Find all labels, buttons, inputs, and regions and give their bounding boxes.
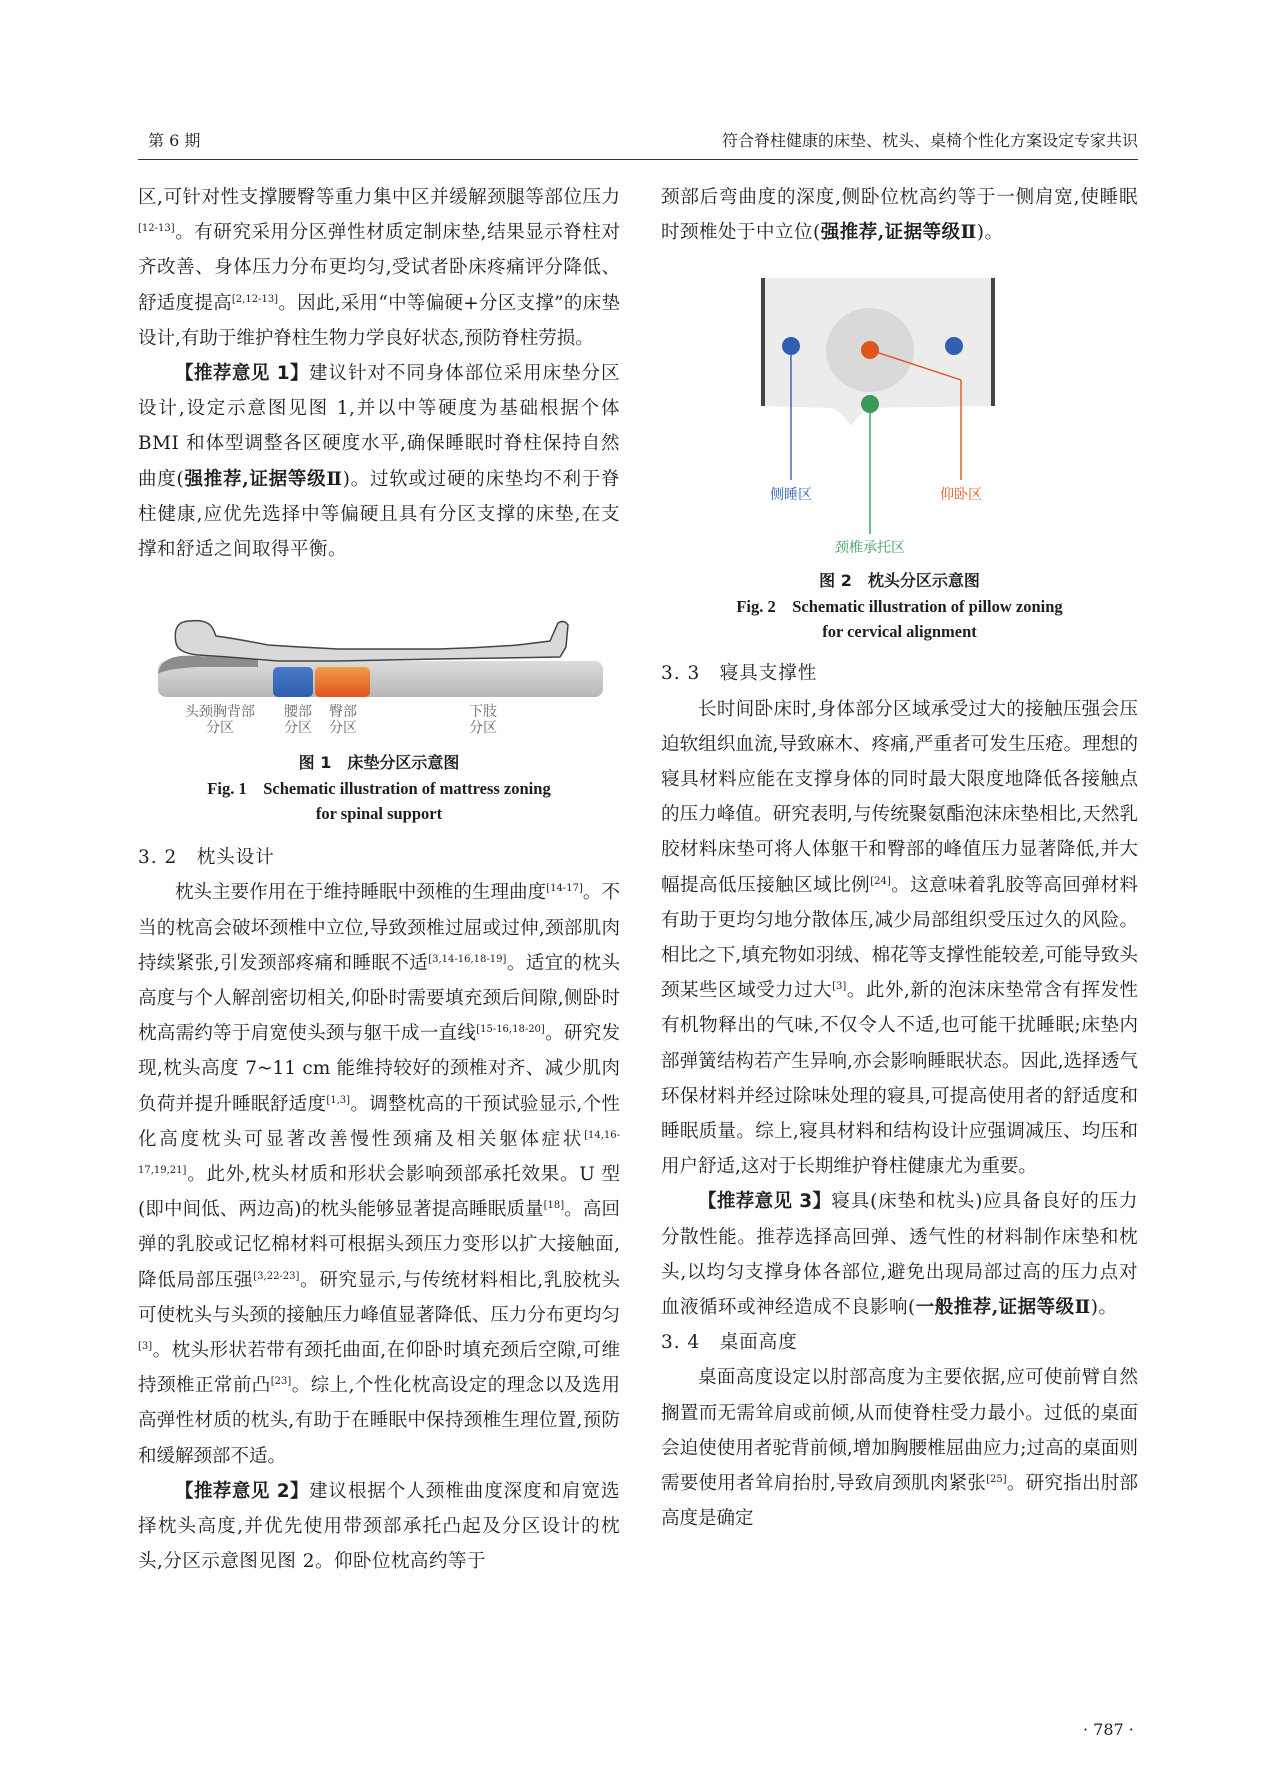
left-column [138,180,620,1580]
figure-2-caption-cn: 图 2 枕头分区示意图 [819,571,980,591]
page-number: · 787 · [1083,1720,1134,1739]
waist-zone [273,667,313,697]
section-heading-3-4: 3. 4 桌面高度 [661,1332,798,1354]
recommendation-label: 【推荐意见 1】 [175,363,310,385]
label-leg-zone: 下肢 [469,704,497,721]
recommendation-2: 【推荐意见 2】建议根据个人颈椎曲度深度和肩宽选择枕头高度,并优先使用带颈部承托凸起及分区设计的枕头,分区示意图见图 2。仰卧位枕高约等于 [138,1480,620,1573]
svg-text:分区: 分区 [206,720,234,737]
section-heading-3-2: 3. 2 枕头设计 [138,847,275,869]
figure-2-caption-en-line2: for cervical alignment [822,622,977,642]
body-silhouette [175,621,568,661]
citation: [24] [870,875,891,887]
citation: [3,22-23] [253,1270,300,1282]
citation: [1,3] [326,1094,351,1106]
pillow-edge-left [761,278,765,406]
recommendation-2-continued: 颈部后弯曲度的深度,侧卧位枕高约等于一侧肩宽,使睡眠时颈椎处于中立位(强推荐,证据等级Ⅱ)。 [661,187,1138,244]
paragraph-pillow: 枕头主要作用在于维持睡眠中颈椎的生理曲度[14-17]。不当的枕高会破坏颈椎中立位,导致颈椎过屈或过伸,颈部肌肉持续紧张,引发颈部疼痛和睡眠不适[3,14-16,18-19]。适宜的枕头高度与个人解剖密切相关,仰卧时需要填充颈后间隙,侧卧时枕高需约等于肩宽使头颈与躯干成一直线[15-16,18-20]。研究发现,枕头高度 7~11 cm 能维持较好的颈椎对齐、减少肌肉负荷并提升睡眠舒适度[1,3]。调整枕高的干预试验显示,个性化高度枕头可显著改善慢性颈痛及相关躯体症状[14,16-17,19,21]。此外,枕头材质和形状会影响颈部承托效果。U 型(即中间低、两边高)的枕头能够显著提高睡眠质量[18]。高回弹的乳胶或记忆棉材料可根据头颈压力变形以扩大接触面,降低局部压强[3,22-23]。研究显示,与传统材料相比,乳胶枕头可使枕头与头颈的接触压力峰值显著降低、压力分布更均匀[3]。枕头形状若带有颈托曲面,在仰卧时填充颈后空隙,可维持颈椎正常前凸[23]。综上,个性化枕高设定的理念以及选用高弹性材质的枕头,有助于在睡眠中保持颈椎生理位置,预防和缓解颈部不适。 [138,882,620,1467]
label-supine: 仰卧区 [940,487,982,504]
recommendation-label: 【推荐意见 3】 [698,1191,832,1213]
recommendation-1: 【推荐意见 1】建议针对不同身体部位采用床垫分区设计,设定示意图见图 1,并以中等硬度为基础根据个体 BMI 和体型调整各区硬度水平,确保睡眠时脊柱保持自然曲度(强推荐,证据等级Ⅱ)。过软或过硬的床垫均不利于脊柱健康,应优先选择中等偏硬且具有分区支撑的床垫,在支撑和舒适之间取得平衡。 [138,363,620,561]
issue-number: 第 6 期 [148,131,201,150]
pillow-zoning-diagram [661,268,1138,558]
svg-text:分区: 分区 [329,720,357,737]
label-side-sleep: 侧睡区 [770,487,812,504]
section-heading-3-3: 3. 3 寝具支撑性 [661,663,818,685]
svg-text:分区: 分区 [284,720,312,737]
label-head-zone: 头颈胸背部 [185,704,255,721]
figure-1-caption-en: Fig. 1 Schematic illustration of mattress zoning [207,779,551,799]
right-column [661,180,1138,1536]
paragraph-bedding: 长时间卧床时,身体部分区域承受过大的接触压强会压迫软组织血流,导致麻木、疼痛,严重者可发生压疮。理想的寝具材料应能在支撑身体的同时最大限度地降低各接触点的压力峰值。研究表明,与传统聚氨酯泡沫床垫相比,天然乳胶材料床垫可将人体躯干和臀部的峰值压力显著降低,并大幅提高低压接触区域比例[24]。这意味着乳胶等高回弹材料有助于更均匀地分散体压,减少局部组织受压过久的风险。相比之下,填充物如羽绒、棉花等支撑性能较差,可能导致头颈某些区域受力过大[3]。此外,新的泡沫床垫常含有挥发性有机物释出的气味,不仅令人不适,也可能干扰睡眠;床垫内部弹簧结构若产生异响,亦会影响睡眠状态。因此,选择透气环保材料并经过除味处理的寝具,可提高使用者的舒适度和睡眠质量。综上,寝具材料和结构设计应强调减压、均压和用户舒适,这对于长期维护脊柱健康尤为重要。 [661,698,1138,1178]
side-sleep-marker-left [782,337,800,355]
svg-text:分区: 分区 [469,720,497,737]
supine-marker [861,341,879,359]
figure-1-caption-cn: 图 1 床垫分区示意图 [298,753,460,773]
running-title: 符合脊柱健康的床垫、枕头、桌椅个性化方案设定专家共识 [721,131,1138,150]
citation: [3] [138,1341,153,1353]
figure-2-caption-en: Fig. 2 Schematic illustration of pillow zoning [736,597,1063,617]
citation: [12-13] [138,223,175,235]
paragraph-intro: 区,可针对性支撑腰臀等重力集中区并缓解颈腿等部位压力[12-13]。有研究采用分区弹性材质定制床垫,结果显示脊柱对齐改善、身体压力分布更均匀,受试者卧床疼痛评分降低、舒适度提高[2,12-13]。因此,采用“中等偏硬+分区支撑”的床垫设计,有助于维护脊柱生物力学良好状态,预防脊柱劳损。 [138,187,620,349]
citation: [23] [270,1376,292,1388]
recommendation-label: 【推荐意见 2】 [175,1480,310,1502]
neck-support-marker [861,395,879,413]
citation: [2,12-13] [231,293,279,305]
figure-2 [661,268,1138,644]
figure-1 [138,601,620,826]
hip-zone [315,667,370,697]
label-hip-zone: 臀部 [329,704,357,721]
citation: [15-16,18-20] [476,1024,545,1036]
label-waist-zone: 腰部 [284,704,312,721]
citation: [18] [543,1200,565,1212]
recommendation-3: 【推荐意见 3】寝具(床垫和枕头)应具备良好的压力分散性能。推荐选择高回弹、透气性的材料制作床垫和枕头,以均匀支撑身体各部位,避免出现局部过高的压力点对血液循环或神经造成不良影响(一般推荐,证据等级Ⅱ)。 [661,1191,1138,1319]
citation: [14-17] [546,883,583,895]
citation: [3,14-16,18-19] [428,953,507,965]
citation: [14,16-17,19,21] [138,1129,620,1177]
mattress-zoning-diagram [138,601,620,736]
pillow-edge-right [991,278,995,406]
figure-1-caption-en-line2: for spinal support [315,804,443,824]
header-divider [138,159,1138,160]
label-neck-support: 颈椎承托区 [835,540,905,557]
citation: [3] [832,981,847,993]
paragraph-desk: 桌面高度设定以肘部高度为主要依据,应可使前臂自然搁置而无需耸肩或前倾,从而使脊柱受力最小。过低的桌面会迫使使用者驼背前倾,增加胸腰椎屈曲应力;过高的桌面则需要使用者耸肩抬肘,导致肩颈肌肉紧张[25]。研究指出肘部高度是确定 [661,1367,1138,1530]
side-sleep-marker-right [945,337,963,355]
citation: [25] [986,1474,1007,1486]
